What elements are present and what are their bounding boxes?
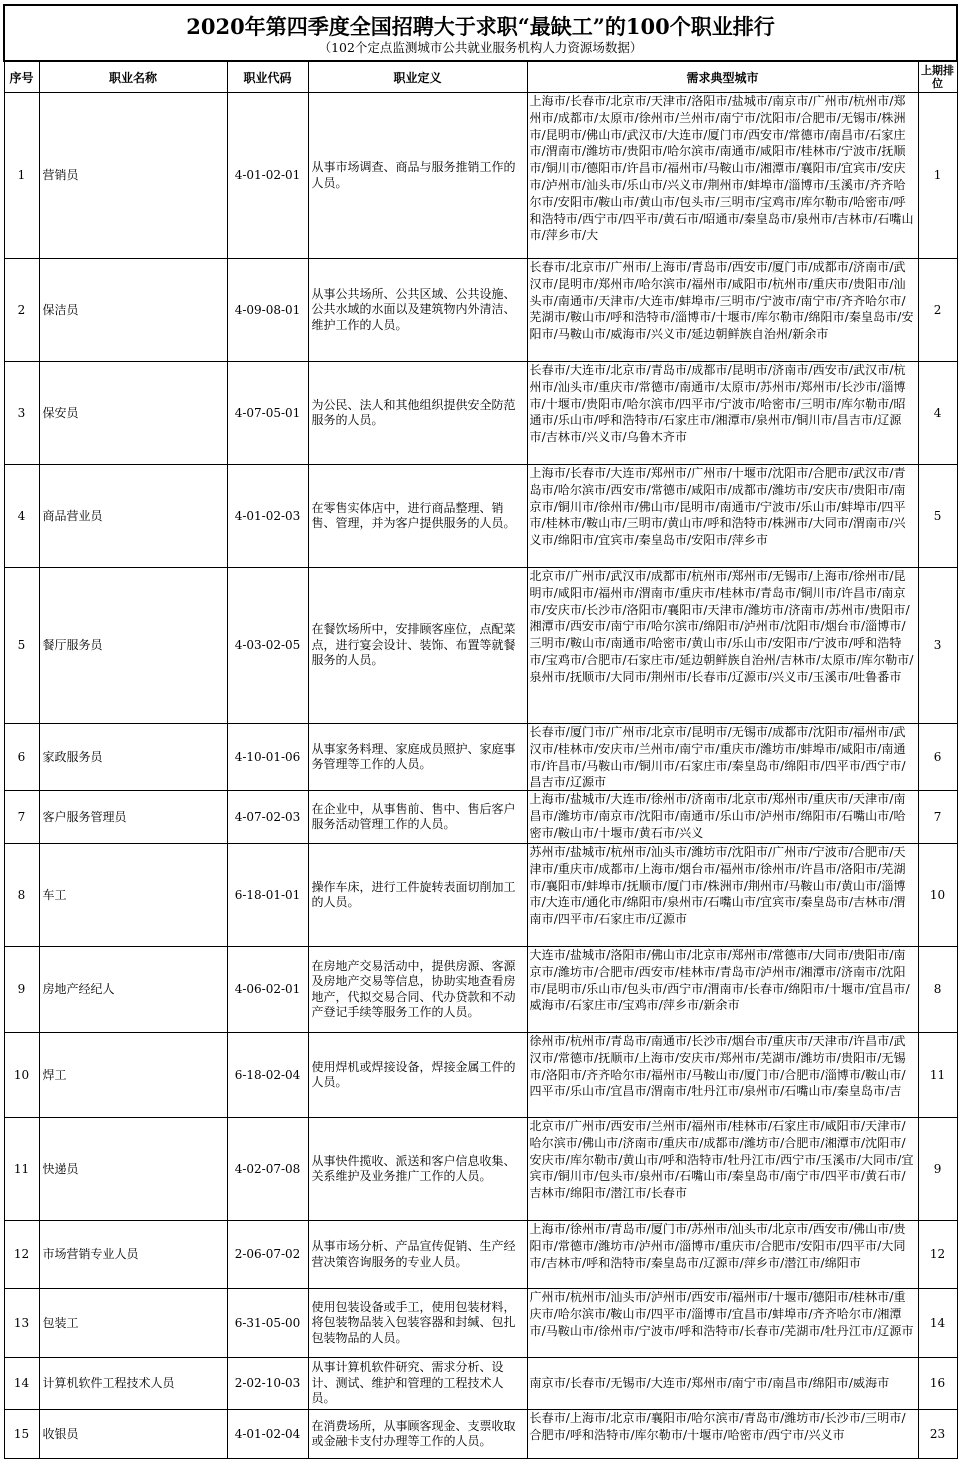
row-prev-rank: 1 xyxy=(918,93,957,259)
row-index: 8 xyxy=(4,844,39,947)
row-cities xyxy=(527,1358,918,1410)
row-index: 14 xyxy=(4,1358,39,1410)
row-occupation-code: 4-09-08-01 xyxy=(227,259,308,362)
row-cities xyxy=(527,362,918,465)
row-cities xyxy=(527,465,918,568)
row-index: 6 xyxy=(4,724,39,791)
row-prev-rank: 10 xyxy=(918,844,957,947)
header-prev-rank: 上期排位 xyxy=(918,61,957,93)
row-definition: 为公民、法人和其他组织提供安全防范服务的人员。 xyxy=(308,362,527,465)
row-index: 4 xyxy=(4,465,39,568)
row-cities xyxy=(527,724,918,791)
row-prev-rank: 7 xyxy=(918,791,957,844)
row-occupation-code: 6-18-01-01 xyxy=(227,844,308,947)
row-occupation-name: 营销员 xyxy=(39,93,227,259)
row-cities xyxy=(527,947,918,1033)
row-occupation-name: 客户服务管理员 xyxy=(39,791,227,844)
row-occupation-name: 家政服务员 xyxy=(39,724,227,791)
header-name: 职业名称 xyxy=(39,61,227,93)
title-block xyxy=(4,5,957,61)
row-occupation-name: 收银员 xyxy=(39,1410,227,1459)
row-occupation-name: 房地产经纪人 xyxy=(39,947,227,1033)
row-cities-text: 南京市/长春市/无锡市/大连市/郑州市/南宁市/南昌市/绵阳市/威海市 xyxy=(529,1376,890,1391)
table-row xyxy=(4,1221,957,1289)
row-cities xyxy=(527,1221,918,1289)
row-cities-text: 长春市/北京市/广州市/上海市/青岛市/西安市/厦门市/成都市/济南市/武汉市/昆明市/郑州市/哈尔滨市/福州市/咸阳市/杭州市/重庆市/贵阳市/汕头市/南通市/天津市/大连市/蚌埠市/三明市/宁波市/南宁市/齐齐哈尔市/芜湖市/鞍山市/呼和浩特市/淄博市/十堰市/库尔勒市/绵阳市/秦皇岛市/安阳市/马鞍山市/威海市/兴义市/延边朝鲜族自治州/新余市 xyxy=(529,260,914,342)
row-index: 9 xyxy=(4,947,39,1033)
row-definition: 从事市场分析、产品宣传促销、生产经营决策咨询服务的专业人员。 xyxy=(308,1221,527,1289)
row-cities-text: 上海市/徐州市/青岛市/厦门市/苏州市/汕头市/北京市/西安市/佛山市/贵阳市/常德市/潍坊市/泸州市/淄博市/重庆市/合肥市/安阳市/四平市/大同市/吉林市/呼和浩特市/秦皇岛市/辽源市/萍乡市/潜江市/绵阳市 xyxy=(529,1222,906,1270)
row-cities-text: 长春市/上海市/北京市/襄阳市/哈尔滨市/青岛市/潍坊市/长沙市/三明市/合肥市/呼和浩特市/库尔勒市/十堰市/哈密市/西宁市/兴义市 xyxy=(529,1411,906,1442)
row-index: 2 xyxy=(4,259,39,362)
row-cities-text: 上海市/盐城市/大连市/徐州市/济南市/北京市/郑州市/重庆市/天津市/南昌市/潍坊市/南京市/沈阳市/南通市/乐山市/泸州市/绵阳市/石嘴山市/哈密市/鞍山市/十堰市/黄石市/兴义 xyxy=(529,792,906,840)
table-row xyxy=(4,1033,957,1118)
row-occupation-code: 2-06-07-02 xyxy=(227,1221,308,1289)
row-definition: 在餐饮场所中，安排顾客座位，点配菜点，进行宴会设计、装饰、布置等就餐服务的人员。 xyxy=(308,568,527,724)
row-index: 11 xyxy=(4,1118,39,1221)
row-cities-text: 徐州市/杭州市/青岛市/南通市/长沙市/烟台市/重庆市/天津市/许昌市/武汉市/常德市/抚顺市/上海市/安庆市/郑州市/芜湖市/潍坊市/贵阳市/无锡市/洛阳市/齐齐哈尔市/福州市/马鞍山市/厦门市/合肥市/淄博市/鞍山市/四平市/乐山市/宜昌市/渭南市/牡丹江市/泉州市/石嘴山市/秦皇岛市/吉 xyxy=(529,1034,906,1099)
row-occupation-code: 4-01-02-03 xyxy=(227,465,308,568)
row-definition: 操作车床，进行工件旋转表面切削加工的人员。 xyxy=(308,844,527,947)
row-cities-text: 北京市/广州市/武汉市/成都市/杭州市/郑州市/无锡市/上海市/徐州市/昆明市/咸阳市/福州市/渭南市/重庆市/桂林市/青岛市/铜川市/许昌市/南京市/安庆市/长沙市/洛阳市/襄阳市/天津市/潍坊市/济南市/苏州市/贵阳市/湘潭市/西安市/南宁市/哈尔滨市/绵阳市/泸州市/沈阳市/烟台市/淄博市/三明市/鞍山市/南通市/哈密市/黄山市/乐山市/安阳市/宁波市/呼和浩特市/宝鸡市/合肥市/石家庄市/延边朝鲜族自治州/吉林市/太原市/库尔勒市/泉州市/抚顺市/大同市/荆州市/长春市/辽源市/兴义市/玉溪市/吐鲁番市 xyxy=(529,569,914,684)
row-prev-rank: 3 xyxy=(918,568,957,724)
ranking-document xyxy=(3,4,956,1467)
row-definition: 从事快件揽收、派送和客户信息收集、关系维护及业务推广工作的人员。 xyxy=(308,1118,527,1221)
row-occupation-name: 保安员 xyxy=(39,362,227,465)
row-index: 15 xyxy=(4,1410,39,1459)
table-row xyxy=(4,1358,957,1410)
row-index: 10 xyxy=(4,1033,39,1118)
row-occupation-code: 4-01-02-01 xyxy=(227,93,308,259)
row-occupation-name: 市场营销专业人员 xyxy=(39,1221,227,1289)
row-occupation-code: 4-06-02-01 xyxy=(227,947,308,1033)
row-definition: 从事家务料理、家庭成员照护、家庭事务管理等工作的人员。 xyxy=(308,724,527,791)
row-definition: 在房地产交易活动中，提供房源、客源及房地产交易等信息，协助实地查看房地产，代拟交易合同、代办贷款和不动产登记手续等服务工作的人员。 xyxy=(308,947,527,1033)
row-prev-rank: 11 xyxy=(918,1033,957,1118)
row-prev-rank: 23 xyxy=(918,1410,957,1459)
row-cities xyxy=(527,791,918,844)
row-definition: 使用包装设备或手工，使用包装材料，将包装物品装入包装容器和封缄、包扎包装物品的人员。 xyxy=(308,1289,527,1358)
row-cities-text: 长春市/大连市/北京市/青岛市/成都市/昆明市/济南市/西安市/武汉市/杭州市/汕头市/重庆市/常德市/南通市/太原市/苏州市/郑州市/长沙市/淄博市/十堰市/贵阳市/哈尔滨市/四平市/宁波市/哈密市/三明市/库尔勒市/昭通市/乐山市/呼和浩特市/石家庄市/湘潭市/泉州市/铜川市/昌吉市/辽源市/吉林市/兴义市/乌鲁木齐市 xyxy=(529,363,906,445)
row-occupation-name: 餐厅服务员 xyxy=(39,568,227,724)
row-index: 13 xyxy=(4,1289,39,1358)
row-occupation-name: 保洁员 xyxy=(39,259,227,362)
row-occupation-code: 4-01-02-04 xyxy=(227,1410,308,1459)
row-prev-rank: 8 xyxy=(918,947,957,1033)
row-definition: 在消费场所，从事顾客现金、支票收取或金融卡支付办理等工作的人员。 xyxy=(308,1410,527,1459)
row-cities xyxy=(527,1118,918,1221)
row-occupation-name: 车工 xyxy=(39,844,227,947)
row-cities xyxy=(527,1033,918,1118)
row-cities-text: 北京市/广州市/西安市/兰州市/福州市/桂林市/石家庄市/咸阳市/天津市/哈尔滨市/佛山市/济南市/重庆市/成都市/潍坊市/合肥市/湘潭市/沈阳市/安庆市/库尔勒市/黄山市/呼和浩特市/牡丹江市/西宁市/玉溪市/大同市/宜宾市/铜川市/包头市/泉州市/石嘴山市/秦皇岛市/南宁市/四平市/黄石市/吉林市/绵阳市/潜江市/长春市 xyxy=(529,1119,914,1201)
row-index: 5 xyxy=(4,568,39,724)
row-definition: 从事市场调查、商品与服务推销工作的人员。 xyxy=(308,93,527,259)
row-occupation-name: 包装工 xyxy=(39,1289,227,1358)
header-code: 职业代码 xyxy=(227,61,308,93)
row-definition: 在零售实体店中，进行商品整理、销售、管理，并为客户提供服务的人员。 xyxy=(308,465,527,568)
table-row xyxy=(4,791,957,844)
row-occupation-code: 4-02-07-08 xyxy=(227,1118,308,1221)
row-cities-text: 上海市/长春市/大连市/郑州市/广州市/十堰市/沈阳市/合肥市/武汉市/青岛市/哈尔滨市/西安市/常德市/咸阳市/成都市/潍坊市/安庆市/贵阳市/南京市/铜川市/徐州市/佛山市/昆明市/南通市/宁波市/乐山市/蚌埠市/四平市/桂林市/鞍山市/三明市/黄山市/呼和浩特市/株洲市/大同市/渭南市/兴义市/绵阳市/宜宾市/秦皇岛市/安阳市/萍乡市 xyxy=(529,466,906,548)
row-cities-text: 长春市/厦门市/广州市/北京市/昆明市/无锡市/成都市/沈阳市/福州市/武汉市/桂林市/安庆市/兰州市/南宁市/重庆市/潍坊市/蚌埠市/咸阳市/南通市/许昌市/马鞍山市/铜川市/石家庄市/秦皇岛市/绵阳市/四平市/西宁市/昌吉市/辽源市 xyxy=(529,725,906,790)
row-cities xyxy=(527,1289,918,1358)
table-row xyxy=(4,259,957,362)
row-occupation-code: 4-07-05-01 xyxy=(227,362,308,465)
row-definition: 从事计算机软件研究、需求分析、设计、测试、维护和管理的工程技术人员。 xyxy=(308,1358,527,1410)
row-cities-text: 苏州市/盐城市/杭州市/汕头市/潍坊市/沈阳市/广州市/宁波市/合肥市/天津市/重庆市/成都市/上海市/烟台市/福州市/徐州市/许昌市/洛阳市/芜湖市/襄阳市/蚌埠市/抚顺市/厦门市/株洲市/荆州市/马鞍山市/黄山市/淄博市/大连市/通化市/绵阳市/泉州市/石嘴山市/宜宾市/秦皇岛市/吉林市/渭南市/四平市/石家庄市/辽源市 xyxy=(529,845,906,927)
table-row xyxy=(4,1118,957,1221)
header-index: 序号 xyxy=(4,61,39,93)
row-occupation-name: 焊工 xyxy=(39,1033,227,1118)
row-cities-text: 广州市/杭州市/汕头市/泸州市/西安市/福州市/十堰市/德阳市/桂林市/重庆市/哈尔滨市/鞍山市/四平市/淄博市/宜昌市/蚌埠市/齐齐哈尔市/湘潭市/马鞍山市/徐州市/宁波市/呼和浩特市/长春市/芜湖市/牡丹江市/辽源市 xyxy=(529,1290,914,1338)
row-cities-text: 大连市/盐城市/洛阳市/佛山市/北京市/郑州市/常德市/大同市/贵阳市/南京市/潍坊市/合肥市/西安市/桂林市/青岛市/泸州市/湘潭市/济南市/沈阳市/昆明市/乐山市/包头市/西宁市/渭南市/长春市/绵阳市/十堰市/宜昌市/威海市/石家庄市/宝鸡市/萍乡市/新余市 xyxy=(529,948,910,1013)
row-definition: 在企业中，从事售前、售中、售后客户服务活动管理工作的人员。 xyxy=(308,791,527,844)
row-occupation-code: 6-18-02-04 xyxy=(227,1033,308,1118)
page-subtitle: （102个定点监测城市公共就业服务机构人力资源场数据） xyxy=(318,39,643,55)
row-prev-rank: 12 xyxy=(918,1221,957,1289)
row-prev-rank: 16 xyxy=(918,1358,957,1410)
table-row xyxy=(4,93,957,259)
table-row xyxy=(4,1289,957,1358)
row-index: 1 xyxy=(4,93,39,259)
row-prev-rank: 4 xyxy=(918,362,957,465)
row-occupation-name: 商品营业员 xyxy=(39,465,227,568)
row-occupation-name: 计算机软件工程技术人员 xyxy=(39,1358,227,1410)
row-cities-text: 上海市/长春市/北京市/天津市/洛阳市/盐城市/南京市/广州市/杭州市/郑州市/成都市/太原市/徐州市/兰州市/南宁市/沈阳市/合肥市/无锡市/株洲市/昆明市/佛山市/武汉市/大连市/厦门市/西安市/常德市/南昌市/石家庄市/渭南市/潍坊市/贵阳市/哈尔滨市/南通市/咸阳市/桂林市/宁波市/抚顺市/铜川市/德阳市/许昌市/福州市/马鞍山市/湘潭市/襄阳市/宜宾市/安庆市/泸州市/汕头市/乐山市/兴义市/荆州市/蚌埠市/淄博市/玉溪市/齐齐哈尔市/安阳市/鞍山市/黄山市/包头市/三明市/宝鸡市/库尔勒市/哈密市/呼和浩特市/西宁市/四平市/黄石市/昭通市/秦皇岛市/泉州市/吉林市/石嘴山市/萍乡市/大 xyxy=(529,94,914,243)
row-occupation-code: 2-02-10-03 xyxy=(227,1358,308,1410)
row-cities xyxy=(527,259,918,362)
row-occupation-name: 快递员 xyxy=(39,1118,227,1221)
row-prev-rank: 6 xyxy=(918,724,957,791)
row-prev-rank: 14 xyxy=(918,1289,957,1358)
table-row xyxy=(4,568,957,724)
row-prev-rank: 5 xyxy=(918,465,957,568)
row-occupation-code: 4-03-02-05 xyxy=(227,568,308,724)
row-occupation-code: 4-07-02-03 xyxy=(227,791,308,844)
row-index: 12 xyxy=(4,1221,39,1289)
row-definition: 从事公共场所、公共区域、公共设施、公共水域的水面以及建筑物内外清洁、维护工作的人员。 xyxy=(308,259,527,362)
table-row xyxy=(4,465,957,568)
table-row xyxy=(4,947,957,1033)
ranking-table xyxy=(3,4,958,1459)
header-definition: 职业定义 xyxy=(308,61,527,93)
row-index: 3 xyxy=(4,362,39,465)
row-prev-rank: 2 xyxy=(918,259,957,362)
row-prev-rank: 9 xyxy=(918,1118,957,1221)
row-occupation-code: 4-10-01-06 xyxy=(227,724,308,791)
table-row xyxy=(4,362,957,465)
row-cities xyxy=(527,1410,918,1459)
row-index: 7 xyxy=(4,791,39,844)
table-row xyxy=(4,724,957,791)
header-row xyxy=(4,61,957,93)
row-cities xyxy=(527,93,918,259)
row-cities xyxy=(527,844,918,947)
table-row xyxy=(4,844,957,947)
row-cities xyxy=(527,568,918,724)
header-cities: 需求典型城市 xyxy=(527,61,918,93)
row-definition: 使用焊机或焊接设备，焊接金属工件的人员。 xyxy=(308,1033,527,1118)
table-row xyxy=(4,1410,957,1459)
page-title: 2020年第四季度全国招聘大于求职“最缺工”的100个职业排行 xyxy=(186,13,775,39)
row-occupation-code: 6-31-05-00 xyxy=(227,1289,308,1358)
